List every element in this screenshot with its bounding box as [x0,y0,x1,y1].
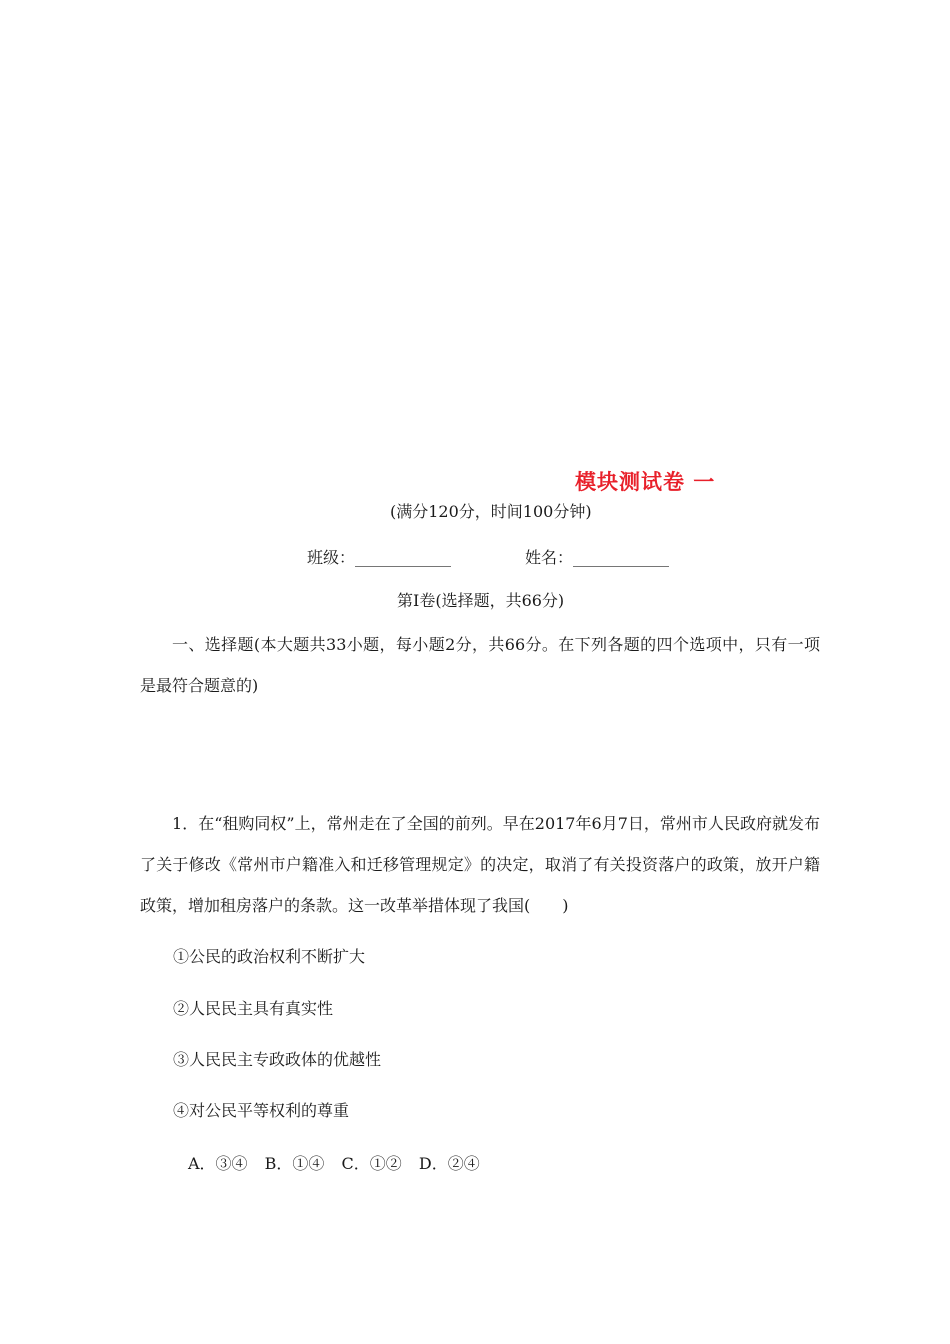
question-1-statement-4: ④对公民平等权利的尊重 [173,1101,350,1120]
question-1-stem: 1．在“租购同权”上，常州走在了全国的前列。早在2017年6月7日，常州市人民政府就发布了关于修改《常州市户籍准入和迁移管理规定》的决定，取消了有关投资落户的政策，放开户籍政策，增加租房落户的条款。这一改革举措体现了我国( ) [140,814,820,915]
section-title: 第Ⅰ卷(选择题，共66分) [397,591,565,610]
answer-choice-a[interactable]: A．③④ [188,1154,248,1173]
answer-choice-d[interactable]: D．②④ [418,1154,480,1173]
class-field-label: 班级：____________ [307,548,452,567]
name-field-label: 姓名：____________ [525,548,670,567]
section-instructions: 一、选择题(本大题共33小题，每小题2分，共66分。在下列各题的四个选项中，只有一项是最符合题意的) [140,635,820,695]
question-1-answer-choices [188,1154,492,1174]
question-1-statement-1: ①公民的政治权利不断扩大 [173,947,366,966]
page-title: 模块测试卷 一 [575,470,716,494]
answer-choice-c[interactable]: C．①② [341,1154,402,1173]
question-1-statement-3: ③人民民主专政政体的优越性 [173,1050,382,1069]
question-1-statement-2: ②人民民主具有真实性 [173,999,334,1018]
exam-score-time: (满分120分，时间100分钟) [390,502,592,521]
answer-choice-b[interactable]: B．①④ [264,1154,325,1173]
